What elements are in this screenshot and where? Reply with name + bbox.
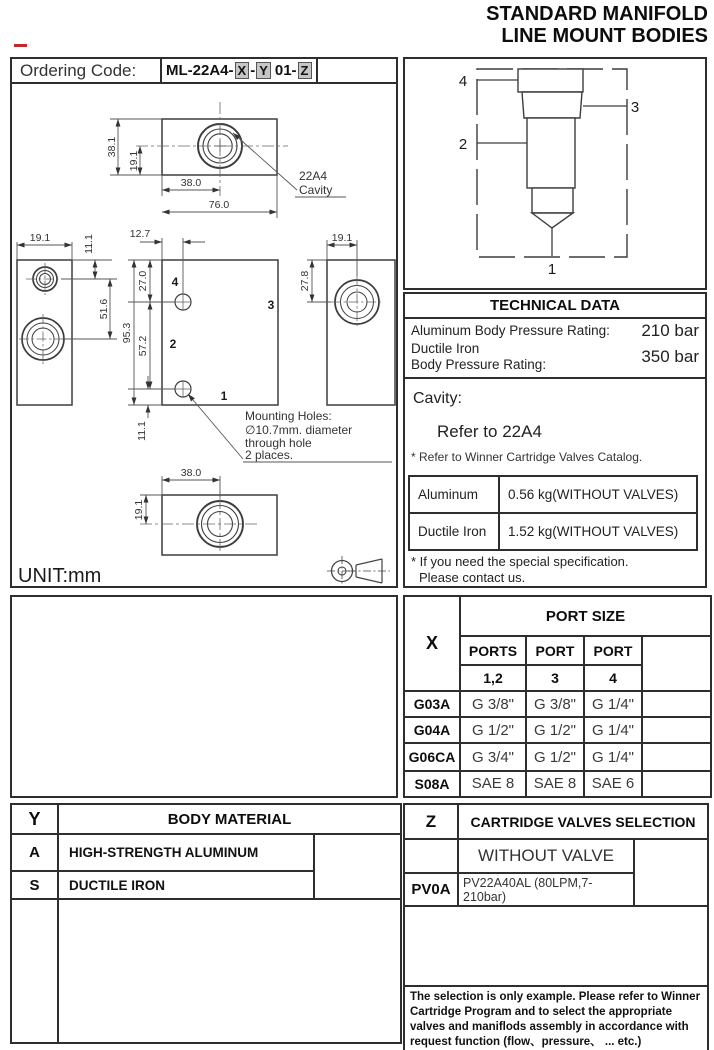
port-value: G 3/8" xyxy=(460,691,526,717)
empty-panel xyxy=(10,595,398,798)
page-title xyxy=(486,3,708,47)
port-value: SAE 8 xyxy=(526,771,584,797)
row-code: S xyxy=(11,871,58,899)
cavity-callout-line1: 22A4 xyxy=(299,169,328,183)
dim-label: 27.8 xyxy=(299,270,311,292)
body-material-title: BODY MATERIAL xyxy=(58,804,401,834)
code-prefix: ML-22A4- xyxy=(166,62,234,79)
schematic-port-1: 1 xyxy=(547,261,557,278)
technical-data-title: TECHNICAL DATA xyxy=(405,294,705,319)
dim-label: 11.1 xyxy=(83,234,95,254)
table-row xyxy=(404,804,708,839)
front-view xyxy=(162,260,278,405)
empty-cell xyxy=(642,771,711,797)
material-label: HIGH-STRENGTH ALUMINUM xyxy=(58,834,314,871)
schematic-port-4: 4 xyxy=(458,73,468,90)
dim-label: 27.0 xyxy=(137,270,149,292)
mounting-note-line3: through hole xyxy=(245,436,312,450)
code-y-token: Y xyxy=(256,62,271,79)
port-value: SAE 8 xyxy=(460,771,526,797)
table-row xyxy=(11,899,401,1043)
bottom-view-dims xyxy=(140,476,220,524)
table-row xyxy=(404,986,708,1050)
without-valve-label: WITHOUT VALVE xyxy=(458,839,634,873)
port-value: SAE 6 xyxy=(584,771,642,797)
table-row xyxy=(404,691,711,717)
ordering-code-row xyxy=(12,59,396,84)
dim-label: 19.1 xyxy=(128,150,140,172)
port-value: G 3/4" xyxy=(460,743,526,770)
mounting-note-line2: ∅10.7mm. diameter xyxy=(245,423,353,437)
table-row xyxy=(404,771,711,797)
row-code: PV0A xyxy=(404,873,458,906)
empty-cell xyxy=(642,691,711,717)
drawing-panel xyxy=(10,57,398,588)
dim-label: 19.1 xyxy=(133,499,145,521)
material-label: DUCTILE IRON xyxy=(58,871,314,899)
dim-label: 12.7 xyxy=(129,228,151,240)
mounting-note-line1: Mounting Holes: xyxy=(245,409,332,423)
dim-label: 19.1 xyxy=(29,232,51,244)
port-value: G 1/2" xyxy=(460,717,526,743)
logo-red-mark xyxy=(14,44,27,47)
empty-cell xyxy=(642,636,711,691)
port-4-label: 4 xyxy=(171,275,179,289)
weight-material: Aluminum xyxy=(409,476,499,513)
weight-value: 1.52 kg(WITHOUT VALVES) xyxy=(499,513,697,550)
technical-data-panel xyxy=(403,292,707,588)
schematic-port-3: 3 xyxy=(630,99,640,116)
bottom-view xyxy=(162,495,277,555)
dim-label: 11.1 xyxy=(136,421,148,441)
top-view xyxy=(162,119,277,175)
z-column-header: Z xyxy=(404,804,458,839)
bottom-view-centerlines xyxy=(140,497,257,552)
front-view-crosshairs xyxy=(175,294,191,397)
y-column-header: Y xyxy=(11,804,58,834)
left-side-view xyxy=(17,260,72,405)
dim-label: 38.1 xyxy=(106,136,118,158)
cavity-schematic xyxy=(405,59,705,288)
pressure-ratings xyxy=(405,319,705,379)
col-header: PORTS xyxy=(460,636,526,664)
dim-label: 95.3 xyxy=(121,322,133,344)
table-row xyxy=(11,804,401,834)
col-header: PORT xyxy=(526,636,584,664)
table-row xyxy=(404,596,711,636)
dim-label: 51.6 xyxy=(98,298,110,320)
table-row xyxy=(404,743,711,770)
port-value: G 3/8" xyxy=(526,691,584,717)
table-row xyxy=(409,476,697,513)
cavity-schematic-panel xyxy=(403,57,707,290)
port-1-label: 1 xyxy=(220,389,228,403)
empty-cell xyxy=(314,834,401,899)
cartridge-profile xyxy=(518,69,583,228)
row-code: G06CA xyxy=(404,743,460,770)
table-row xyxy=(409,513,697,550)
special-spec-note: * If you need the special specification. Please contact us. xyxy=(411,554,629,585)
projection-symbol-cone xyxy=(348,559,390,583)
port-value: G 1/4" xyxy=(584,743,642,770)
ductile-rating-label: Ductile Iron Body Pressure Rating: xyxy=(411,341,547,373)
table-row xyxy=(11,834,401,871)
aluminum-rating-value: 210 bar xyxy=(641,321,699,340)
empty-cell xyxy=(404,839,458,873)
port-3-label: 3 xyxy=(267,298,275,312)
cavity-note: * Refer to Winner Cartridge Valves Catalog. xyxy=(411,450,643,464)
port-size-title: PORT SIZE xyxy=(460,596,711,636)
ordering-code-label: Ordering Code: xyxy=(20,60,137,80)
cavity-value: Refer to 22A4 xyxy=(437,422,542,441)
weight-value: 0.56 kg(WITHOUT VALVES) xyxy=(499,476,697,513)
unit-label: UNIT:mm xyxy=(18,565,102,586)
dim-label: 57.2 xyxy=(137,335,149,357)
dim-label: 76.0 xyxy=(208,199,230,211)
x-column-header: X xyxy=(404,596,460,691)
col-header: 3 xyxy=(526,665,584,691)
code-x-token: X xyxy=(235,62,250,79)
row-code: S08A xyxy=(404,771,460,797)
port-value: G 1/4" xyxy=(584,717,642,743)
port-size-table xyxy=(403,595,712,798)
dim-label: 38.0 xyxy=(180,467,202,479)
empty-cell xyxy=(642,717,711,743)
port-value: G 1/2" xyxy=(526,717,584,743)
empty-cell xyxy=(634,839,708,906)
code-mid: 01- xyxy=(274,62,297,79)
col-header: 4 xyxy=(584,665,642,691)
port-2-label: 2 xyxy=(169,337,177,351)
empty-cell xyxy=(11,899,58,1043)
weight-material: Ductile Iron xyxy=(409,513,499,550)
cartridge-selection-table xyxy=(403,803,709,1050)
right-view-centerlines xyxy=(331,276,383,328)
code-separator: - xyxy=(250,62,256,79)
port-value: G 1/2" xyxy=(526,743,584,770)
code-z-token: Z xyxy=(298,62,312,79)
ordering-code-value xyxy=(160,59,318,82)
row-code: G03A xyxy=(404,691,460,717)
mounting-note-line4: 2 places. xyxy=(245,448,294,462)
empty-cell xyxy=(404,906,708,986)
valve-label: PV22A40AL (80LPM,7-210bar) xyxy=(458,873,634,906)
cavity-callout-line2: Cavity xyxy=(299,183,333,197)
body-material-table xyxy=(10,803,402,1044)
table-row xyxy=(404,717,711,743)
weight-table xyxy=(408,475,698,551)
top-view-centerlines xyxy=(136,102,288,196)
page-title-line2: LINE MOUNT BODIES xyxy=(501,25,708,47)
right-view-dims xyxy=(307,240,357,302)
dimension-drawing xyxy=(12,84,396,586)
ductile-rating-value: 350 bar xyxy=(641,347,699,367)
schematic-port-2: 2 xyxy=(458,136,468,153)
port-value: G 1/4" xyxy=(584,691,642,717)
row-code: G04A xyxy=(404,717,460,743)
table-row xyxy=(404,906,708,986)
empty-cell xyxy=(58,899,401,1043)
col-header: PORT xyxy=(584,636,642,664)
row-code: A xyxy=(11,834,58,871)
table-row xyxy=(404,839,708,873)
selection-note: The selection is only example. Please refer to Winner Cartridge Program and to select the appropriate valves and maniflods assembly in accordance with request function (flow、pressure、 ... etc.) xyxy=(404,986,708,1050)
left-view-dims xyxy=(17,242,117,339)
col-header: 1,2 xyxy=(460,665,526,691)
page-title-line1: STANDARD MANIFOLD xyxy=(486,3,708,25)
dim-label: 19.1 xyxy=(331,232,353,244)
cavity-label: Cavity: xyxy=(413,390,462,407)
cartridge-title: CARTRIDGE VALVES SELECTION xyxy=(458,804,708,839)
dim-label: 38.0 xyxy=(180,177,202,189)
aluminum-rating-label: Aluminum Body Pressure Rating: xyxy=(411,322,610,338)
right-side-view xyxy=(327,260,395,405)
empty-cell xyxy=(642,743,711,770)
